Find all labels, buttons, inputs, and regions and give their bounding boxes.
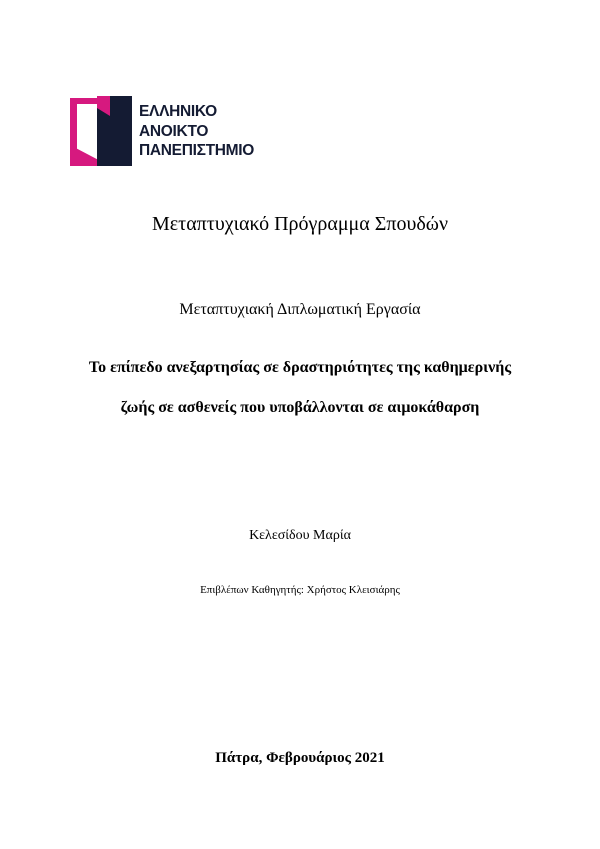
logo-emblem-icon <box>70 96 132 168</box>
thesis-title-line-2: ζωής σε ασθενείς που υποβάλλονται σε αιμοκάθαρση <box>120 399 480 416</box>
author-name: Κελεσίδου Μαρία <box>249 528 351 543</box>
place-date: Πάτρα, Φεβρουάριος 2021 <box>215 750 385 766</box>
logo-text <box>139 102 254 161</box>
university-logo <box>70 96 260 168</box>
logo-line-2: ΑΝΟΙΚΤΟ <box>139 122 209 140</box>
logo-line-1: ΕΛΛΗΝΙΚΟ <box>139 103 217 120</box>
thesis-title-line-1: Το επίπεδο ανεξαρτησίας σε δραστηριότητες της καθημερινής <box>88 359 512 376</box>
program-name: Μεταπτυχιακό Πρόγραμμα Σπουδών <box>151 213 449 235</box>
thesis-type: Μεταπτυχιακή Διπλωματική Εργασία <box>179 301 421 318</box>
logo-line-3: ΠΑΝΕΠΙΣΤΗΜΙΟ <box>139 142 255 159</box>
supervisor: Επιβλέπων Καθηγητής: Χρήστος Κλεισιάρης <box>200 584 400 596</box>
